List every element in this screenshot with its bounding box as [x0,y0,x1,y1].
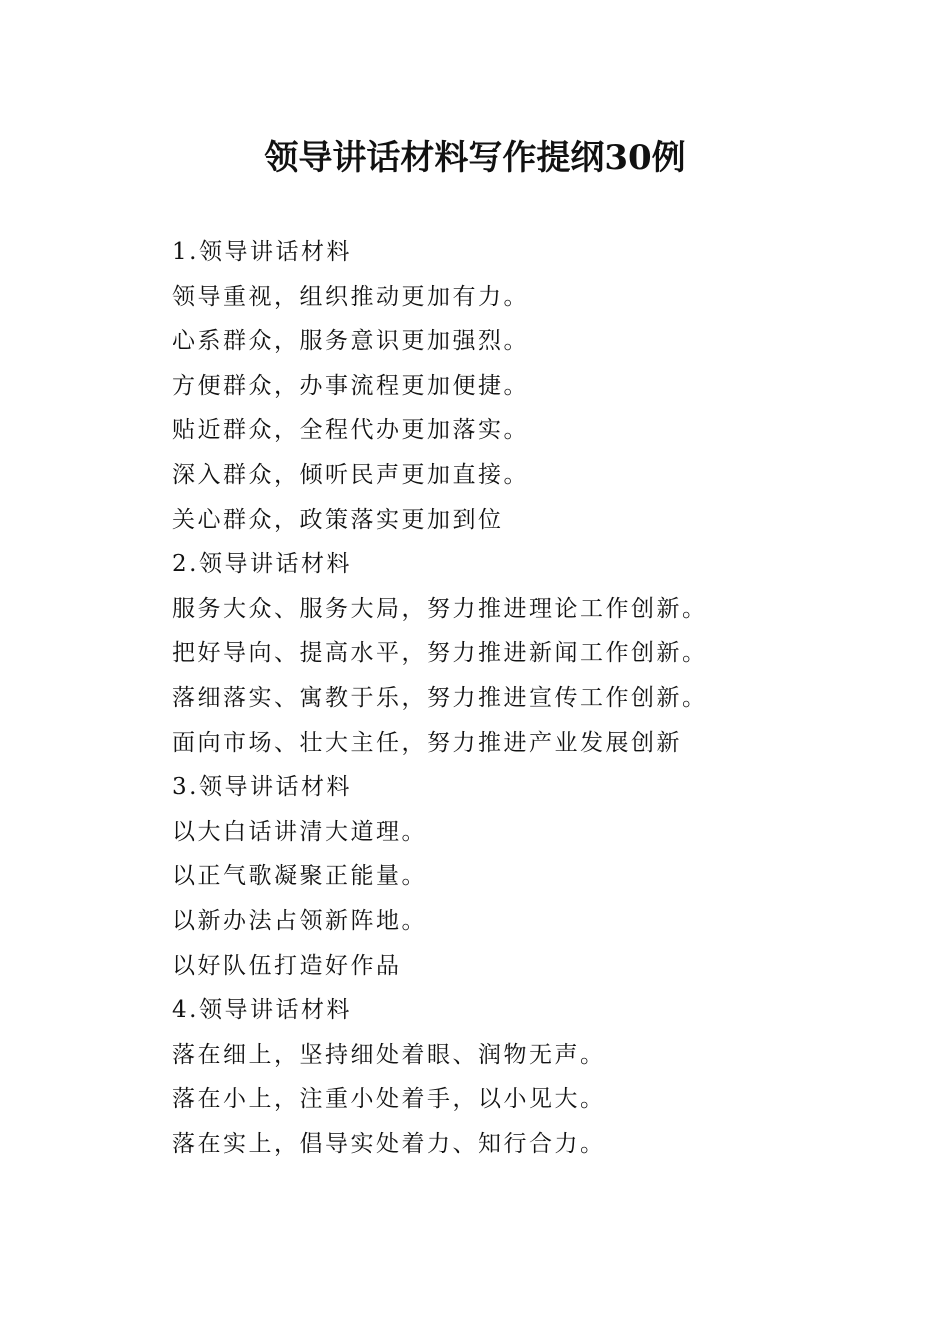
document-body [172,230,872,1166]
section-heading: 2.领导讲话材料 [172,551,352,578]
text-line: 深入群众，倾听民声更加直接。 [172,461,529,488]
text-line: 落细落实、寓教于乐，努力推进宣传工作创新。 [172,684,708,711]
text-line: 领导重视，组织推动更加有力。 [172,283,529,310]
text-line: 面向市场、壮大主任，努力推进产业发展创新 [172,729,682,756]
document-title: 领导讲话材料写作提纲30例 [264,138,686,178]
text-line: 落在小上，注重小处着手，以小见大。 [172,1086,606,1113]
text-line: 关心群众，政策落实更加到位 [172,506,504,533]
text-line: 落在实上，倡导实处着力、知行合力。 [172,1130,606,1157]
text-line: 以正气歌凝聚正能量。 [172,863,427,890]
section-heading: 1.领导讲话材料 [172,239,352,265]
text-line: 把好导向、提高水平，努力推进新闻工作创新。 [172,640,708,667]
text-line: 方便群众，办事流程更加便捷。 [172,372,529,399]
text-line: 心系群众，服务意识更加强烈。 [172,328,529,355]
text-line: 服务大众、服务大局，努力推进理论工作创新。 [172,595,708,622]
text-line: 以大白话讲清大道理。 [172,818,427,845]
text-line: 以好队伍打造好作品 [172,952,402,979]
text-line: 以新办法占领新阵地。 [172,907,427,934]
section-heading: 3.领导讲话材料 [172,774,352,801]
text-line: 贴近群众，全程代办更加落实。 [172,417,529,444]
text-line: 落在细上，坚持细处着眼、润物无声。 [172,1041,606,1068]
section-heading: 4.领导讲话材料 [172,997,352,1024]
